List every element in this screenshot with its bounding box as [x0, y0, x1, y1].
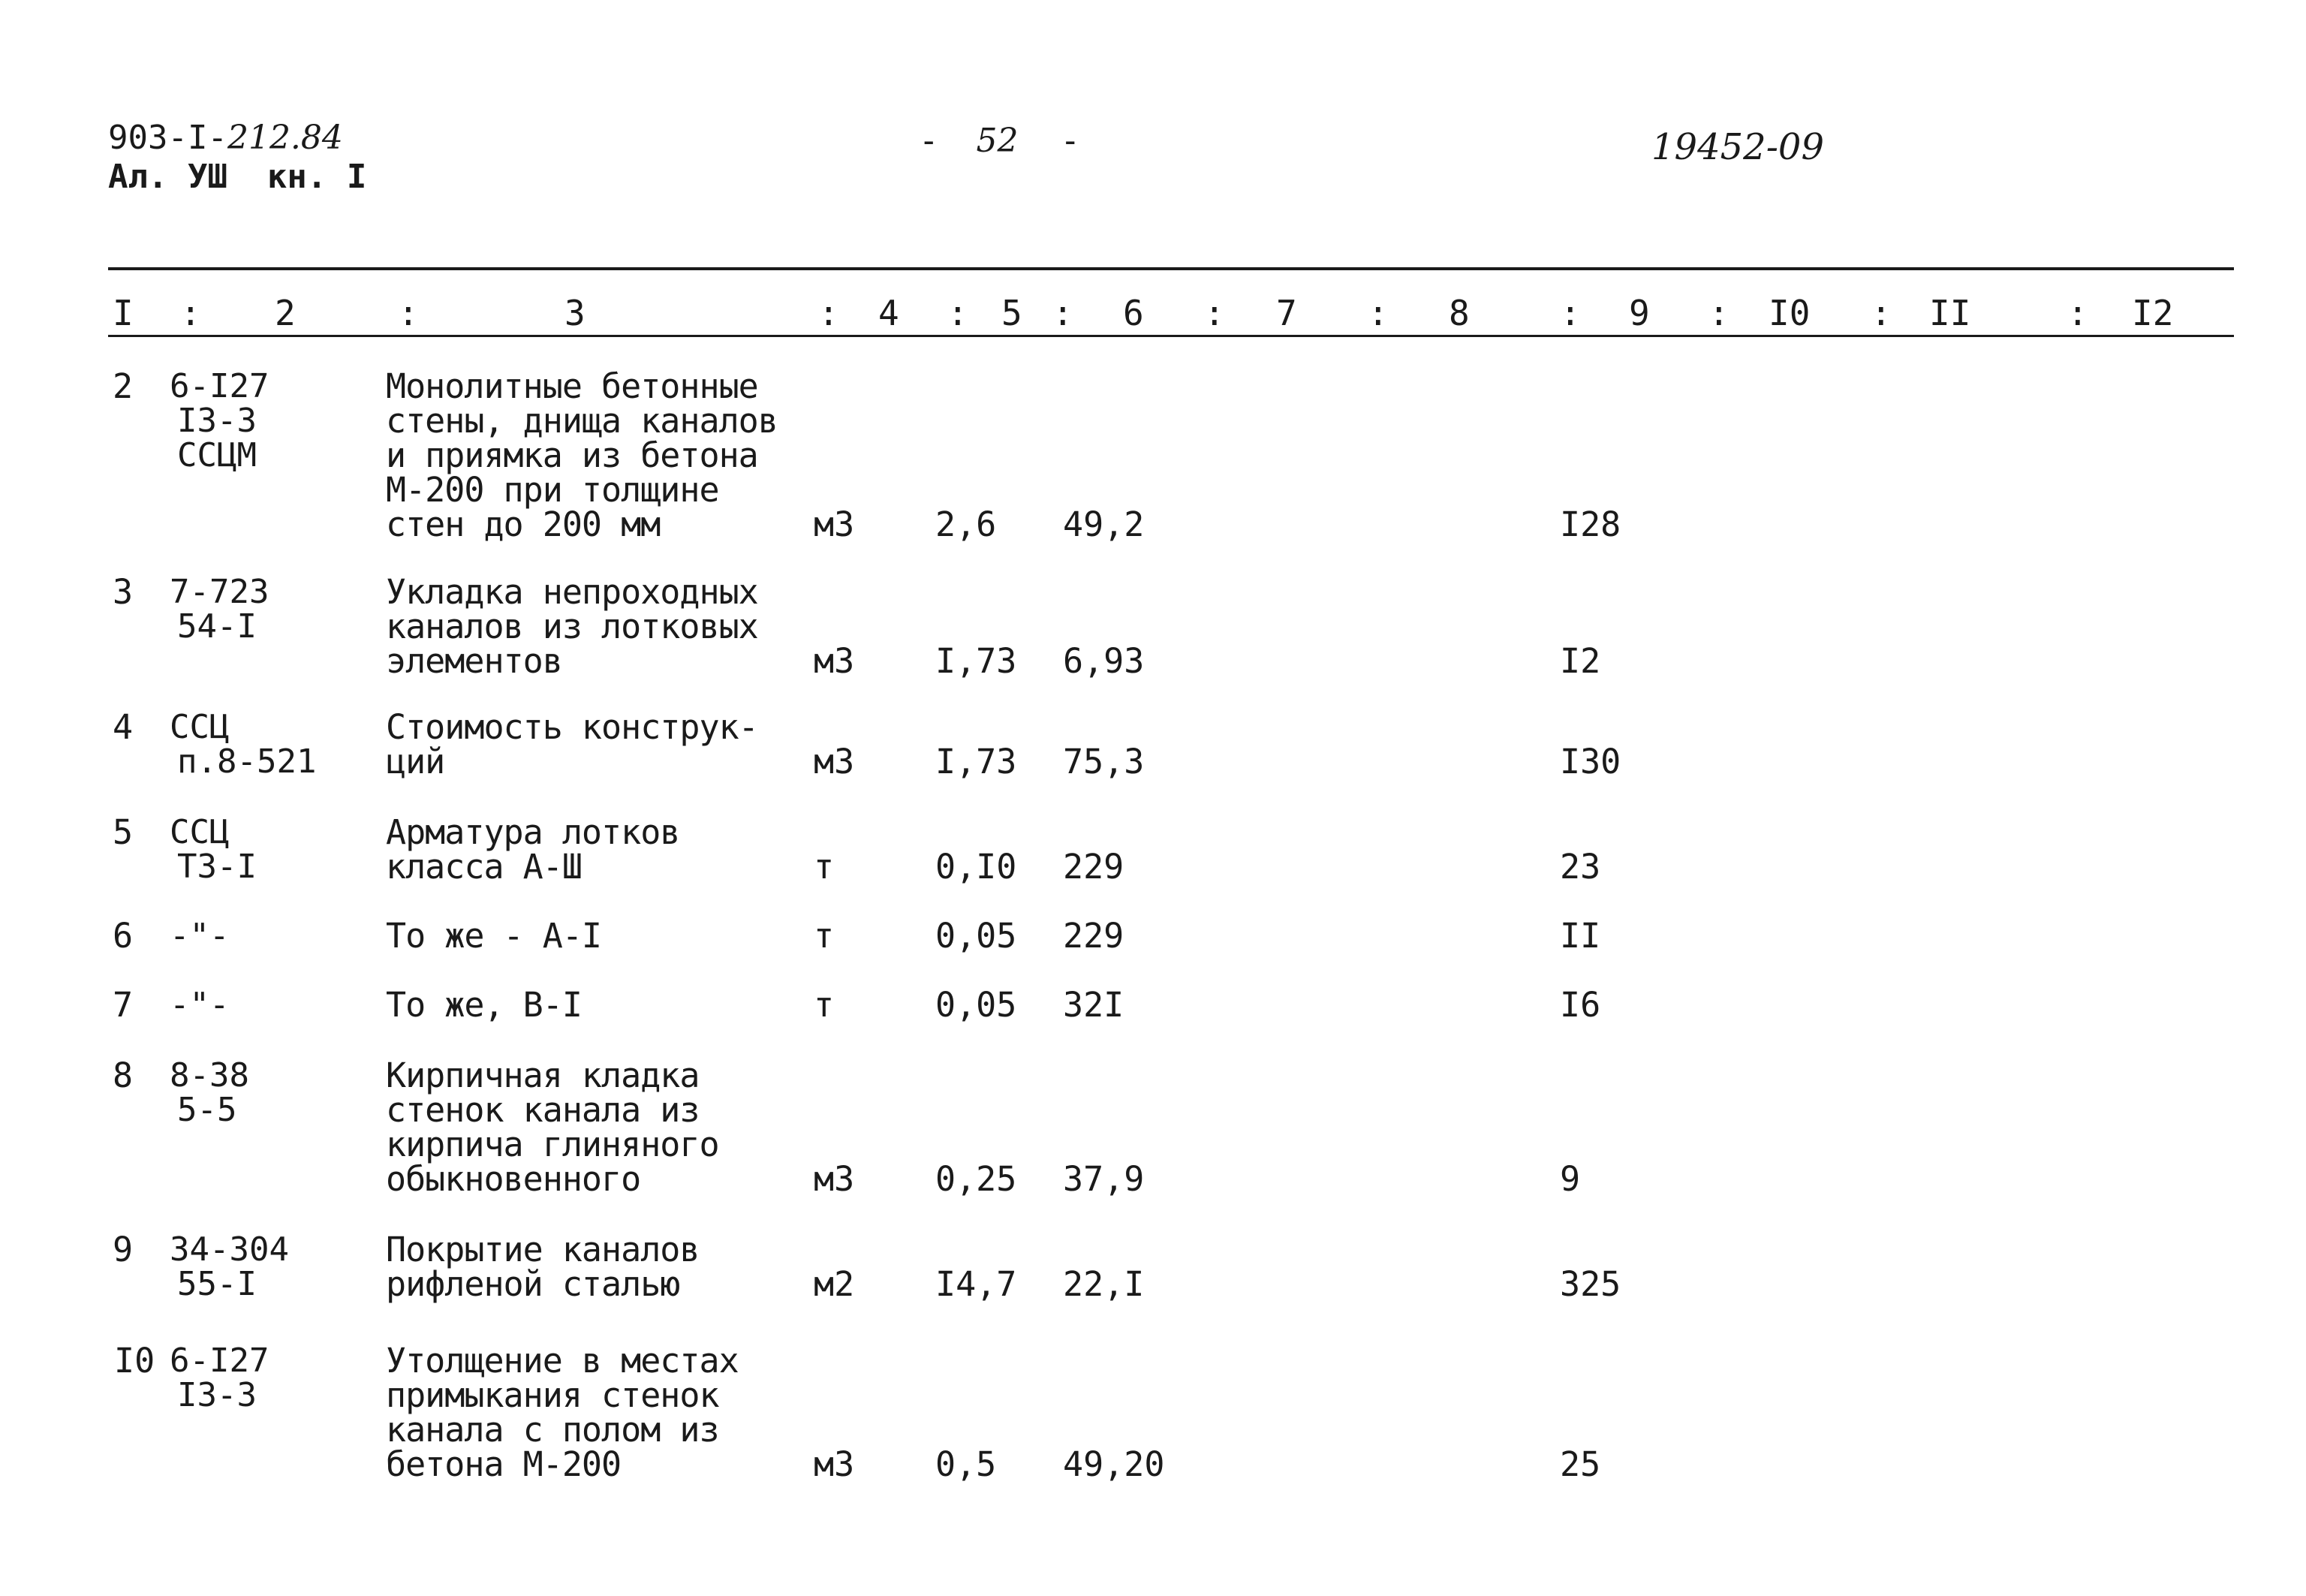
column-separator: :: [1708, 293, 1730, 333]
column-separator: :: [398, 293, 419, 333]
row-number: I0: [114, 1341, 155, 1381]
column-separator: :: [180, 293, 201, 333]
work-description-line: Покрытие каналов: [386, 1230, 700, 1269]
resource-code-line: 5-5: [177, 1091, 237, 1129]
resource-code-line: -"-: [170, 986, 230, 1024]
unit-price: 49,2: [1063, 504, 1145, 544]
total-cost: I6: [1560, 985, 1601, 1025]
work-description-line: Укладка непроходных: [386, 572, 758, 612]
unit-of-measure: т: [814, 847, 835, 887]
page-dash-right: -: [1060, 122, 1080, 160]
row-number: 9: [113, 1230, 134, 1269]
resource-code-line: 6-I27: [170, 1342, 269, 1380]
work-description-line: каналов из лотковых: [386, 607, 758, 646]
work-description-line: М-200 при толщине: [386, 470, 719, 510]
work-description-line: стены, днища каналов: [386, 401, 778, 441]
top-rule: [108, 267, 2234, 270]
work-description-line: Утолщение в местах: [386, 1341, 739, 1381]
resource-code-line: -"-: [170, 917, 230, 955]
column-number-8: 8: [1449, 293, 1470, 333]
column-separator: :: [1871, 293, 1892, 333]
column-separator: :: [1052, 293, 1073, 333]
work-description-line: примыкания стенок: [386, 1375, 719, 1415]
unit-of-measure: м3: [814, 1159, 855, 1199]
total-cost: 325: [1560, 1264, 1621, 1304]
work-description-line: стен до 200 мм: [386, 504, 661, 544]
row-number: 3: [113, 572, 134, 612]
column-number-5: 5: [1001, 293, 1022, 333]
work-description-line: кирпича глиняного: [386, 1125, 719, 1164]
row-number: 6: [113, 916, 134, 956]
total-cost: II: [1560, 916, 1601, 956]
document-code-handwritten: 212.84: [227, 119, 343, 157]
unit-price: 49,20: [1063, 1444, 1165, 1484]
page-number-block: [919, 123, 1080, 159]
resource-code-line: I3-3: [177, 402, 257, 440]
unit-price: 22,I: [1063, 1264, 1145, 1304]
column-separator: :: [1204, 293, 1225, 333]
quantity: 0,5: [935, 1444, 997, 1484]
resource-code-line: ССЦМ: [177, 436, 257, 474]
total-cost: 9: [1560, 1159, 1581, 1199]
work-description-line: класса А-Ш: [386, 847, 582, 887]
work-description-line: элементов: [386, 641, 562, 681]
work-description-line: Стоимость конструк-: [386, 707, 758, 747]
work-description-line: рифленой сталью: [386, 1264, 680, 1304]
total-cost: 23: [1560, 847, 1601, 887]
quantity: I4,7: [935, 1264, 1017, 1304]
resource-code-line: 6-I27: [170, 367, 269, 405]
header-bottom-rule: [108, 335, 2234, 337]
resource-code-line: 34-304: [170, 1230, 289, 1269]
column-separator: :: [1560, 293, 1581, 333]
work-description-line: Кирпичная кладка: [386, 1055, 700, 1095]
album-line: Ал. УШ кн. I: [108, 158, 367, 196]
row-number: 7: [113, 985, 134, 1025]
work-description-line: и приямка из бетона: [386, 435, 758, 475]
unit-price: 229: [1063, 916, 1124, 956]
row-number: 2: [113, 366, 134, 406]
column-number-2: 2: [275, 293, 296, 333]
column-number-1: I: [113, 293, 134, 333]
quantity: 0,05: [935, 916, 1017, 956]
column-number-10: I0: [1769, 293, 1811, 333]
resource-code-line: Т3-I: [177, 848, 257, 886]
unit-of-measure: м3: [814, 742, 855, 781]
column-number-11: II: [1929, 293, 1971, 333]
column-number-3: 3: [564, 293, 586, 333]
unit-of-measure: м3: [814, 504, 855, 544]
column-number-6: 6: [1123, 293, 1144, 333]
unit-of-measure: м3: [814, 1444, 855, 1484]
unit-price: 229: [1063, 847, 1124, 887]
page-number: 52: [976, 122, 1019, 160]
unit-price: 32I: [1063, 985, 1124, 1025]
column-number-9: 9: [1629, 293, 1650, 333]
quantity: I,73: [935, 742, 1017, 781]
quantity: 0,25: [935, 1159, 1017, 1199]
work-description-line: бетона М-200: [386, 1444, 622, 1484]
quantity: 2,6: [935, 504, 997, 544]
column-separator: :: [818, 293, 839, 333]
unit-of-measure: м2: [814, 1264, 855, 1304]
work-description-line: ций: [386, 742, 445, 781]
work-description-line: То же, В-I: [386, 985, 582, 1025]
column-separator: :: [1368, 293, 1389, 333]
work-description-line: канала с полом из: [386, 1410, 719, 1450]
column-number-12: I2: [2132, 293, 2174, 333]
resource-code-line: 54-I: [177, 607, 257, 646]
page-dash-left: -: [919, 122, 939, 160]
document-code-prefix: 903-I-: [108, 119, 227, 157]
quantity: 0,05: [935, 985, 1017, 1025]
total-cost: I28: [1560, 504, 1621, 544]
resource-code-line: 55-I: [177, 1265, 257, 1303]
resource-code-line: п.8-521: [177, 742, 317, 781]
document-code: [108, 120, 343, 156]
unit-of-measure: т: [814, 916, 835, 956]
row-number: 4: [113, 707, 134, 747]
resource-code-line: ССЦ: [170, 813, 230, 851]
resource-code-line: 7-723: [170, 573, 269, 611]
work-description-line: Арматура лотков: [386, 812, 680, 852]
total-cost: 25: [1560, 1444, 1601, 1484]
unit-price: 75,3: [1063, 742, 1145, 781]
work-description-line: То же - А-I: [386, 916, 602, 956]
column-number-4: 4: [878, 293, 899, 333]
work-description-line: Монолитные бетонные: [386, 366, 758, 406]
quantity: 0,I0: [935, 847, 1017, 887]
column-separator: :: [2067, 293, 2088, 333]
column-number-7: 7: [1276, 293, 1297, 333]
unit-price: 6,93: [1063, 641, 1145, 681]
row-number: 8: [113, 1055, 134, 1095]
work-description-line: обыкновенного: [386, 1159, 641, 1199]
reference-number: 19452-09: [1651, 126, 1824, 168]
row-number: 5: [113, 812, 134, 852]
unit-of-measure: м3: [814, 641, 855, 681]
quantity: I,73: [935, 641, 1017, 681]
unit-of-measure: т: [814, 985, 835, 1025]
column-separator: :: [947, 293, 968, 333]
work-description-line: стенок канала из: [386, 1090, 700, 1130]
resource-code-line: ССЦ: [170, 708, 230, 746]
total-cost: I2: [1560, 641, 1601, 681]
resource-code-line: I3-3: [177, 1376, 257, 1414]
total-cost: I30: [1560, 742, 1621, 781]
resource-code-line: 8-38: [170, 1056, 249, 1095]
unit-price: 37,9: [1063, 1159, 1145, 1199]
